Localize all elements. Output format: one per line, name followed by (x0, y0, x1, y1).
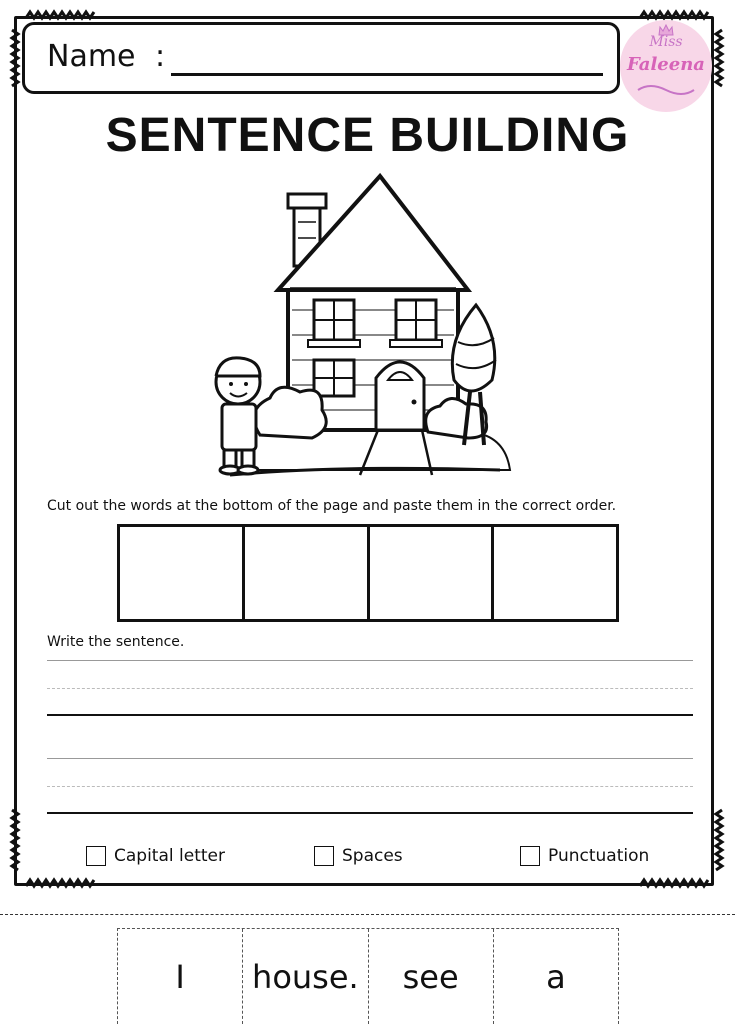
answer-box[interactable] (245, 527, 370, 619)
answer-box[interactable] (370, 527, 495, 619)
answer-box[interactable] (120, 527, 245, 619)
checklist-item-spaces[interactable] (314, 846, 403, 866)
house-with-boy-icon (200, 170, 520, 490)
checkbox[interactable] (86, 846, 106, 866)
writing-line-top (47, 758, 693, 759)
writing-line-mid (47, 786, 693, 787)
logo-faleena-text: Faleena (627, 54, 705, 75)
word-card[interactable]: a (546, 957, 566, 996)
answer-box[interactable] (494, 527, 616, 619)
name-label: Name (47, 39, 136, 74)
logo-miss-text: Miss (649, 34, 683, 50)
name-colon: : (155, 39, 166, 74)
checkbox[interactable] (520, 846, 540, 866)
checklist-item-capital[interactable] (86, 846, 225, 866)
checklist (0, 846, 735, 874)
worksheet-title: SENTENCE BUILDING (105, 109, 630, 162)
checklist-item-punctuation[interactable] (520, 846, 649, 866)
name-box (22, 22, 620, 94)
checklist-label: Punctuation (548, 846, 650, 866)
miss-faleena-logo (620, 20, 712, 112)
word-card[interactable]: house. (243, 929, 368, 1024)
writing-line-base[interactable] (47, 714, 693, 716)
writing-line-mid (47, 688, 693, 689)
writing-line-top (47, 660, 693, 661)
name-input-line[interactable] (171, 73, 603, 76)
writing-line-base[interactable] (47, 812, 693, 814)
write-sentence-label: Write the sentence. (47, 634, 185, 650)
checkbox[interactable] (314, 846, 334, 866)
word-card[interactable]: see (369, 929, 494, 1024)
instruction-text: Cut out the words at the bottom of the page and paste them in the correct order. (47, 498, 617, 514)
checklist-label: Capital letter (114, 846, 225, 866)
cut-line (0, 914, 735, 915)
answer-boxes (117, 524, 619, 622)
checklist-label: Spaces (342, 846, 403, 866)
word-card[interactable]: I (118, 929, 243, 1024)
flourish-icon (634, 82, 698, 98)
cut-out-words (117, 928, 619, 1024)
